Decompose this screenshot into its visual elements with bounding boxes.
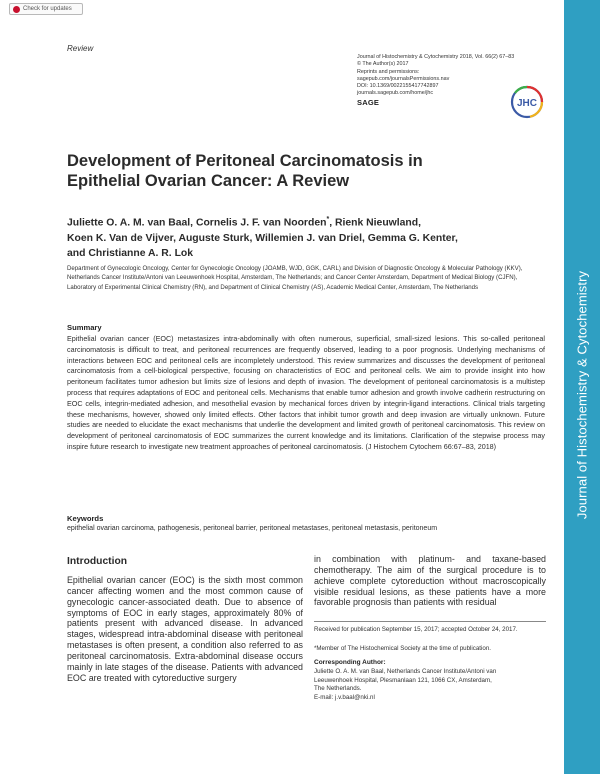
jhc-logo-text: JHC bbox=[516, 98, 538, 109]
corresponding-line-3: The Netherlands. bbox=[314, 685, 362, 693]
introduction-left-column: Epithelial ovarian cancer (EOC) is the sixth most common cancer affecting women and the most common cause of gynecologic cancer-associated death. Due to absence of symptoms of EOC in early stages, approximately 80% of patients present with advanced disease. In advanced stages, widespread intra-abdominal disease with peritoneal metastases is often present, a condition also referred to as peritoneal carcinomatosis. Extra-abdominal disease occurs mainly in late stages of the disease. Patients with advanced EOC are treated with cytoreductive surgery bbox=[67, 575, 303, 683]
sage-logo: SAGE bbox=[357, 97, 380, 107]
journal-homepage-link[interactable]: journals.sagepub.com/home/jhc bbox=[357, 90, 434, 97]
check-for-updates-badge[interactable] bbox=[9, 3, 83, 15]
reprints-label: Reprints and permissions: bbox=[357, 68, 420, 75]
corresponding-line-2: Leeuwenhoek Hospital, Plesmanlaan 121, 1066 CX, Amsterdam, bbox=[314, 676, 492, 684]
permissions-link[interactable]: sagepub.com/journalsPermissions.nav bbox=[357, 75, 450, 82]
authors-line-1: Juliette O. A. M. van Baal, Cornelis J. F. van Noorden bbox=[67, 217, 327, 229]
sidebar-journal-name: Journal of Histochemistry & Cytochemistry bbox=[574, 270, 590, 520]
author-list bbox=[67, 212, 507, 262]
article-title: Development of Peritoneal Carcinomatosis in Epithelial Ovarian Cancer: A Review bbox=[67, 152, 423, 190]
introduction-heading: Introduction bbox=[67, 556, 128, 567]
member-note: *Member of The Histochemical Society at the time of publication. bbox=[314, 645, 491, 652]
keywords-text: epithelial ovarian carcinoma, pathogenesis, peritoneal barrier, peritoneal metastases, peritoneal metastasis, peritoneum bbox=[67, 525, 438, 532]
received-dates: Received for publication September 15, 2017; accepted October 24, 2017. bbox=[314, 626, 518, 633]
copyright: © The Author(s) 2017 bbox=[357, 61, 409, 68]
affiliations: Department of Gynecologic Oncology, Center for Gynecologic Oncology (JOAMB, WJD, GGK, CARL) and Division of Diagnostic Oncology & Molecular Pathology (KKV), Netherlands Cancer Institute/Antoni van Leeuwenhoek Hospital, Amsterdam, The Netherlands; and Cancer Center Amsterdam, Department of Medical Biology (CJFN), Laboratory of Experimental Clinical Chemistry (RN), and Department of Clinical Chemistry (AS), Academic Medical Center, Amsterdam, The Netherlands bbox=[67, 265, 523, 291]
doi[interactable]: DOI: 10.1369/0022155417742897 bbox=[357, 83, 439, 90]
authors-line-3: and Christianne A. R. Lok bbox=[67, 248, 194, 260]
authors-line-1-end: , Rienk Nieuwland, bbox=[329, 217, 421, 229]
corresponding-line-1: Juliette O. A. M. van Baal, Netherlands Cancer Institute/Antoni van bbox=[314, 668, 497, 675]
corresponding-author-heading: Corresponding Author: bbox=[314, 659, 386, 666]
journal-citation: Journal of Histochemistry & Cytochemistry 2018, Vol. 66(2) 67–83 bbox=[357, 54, 515, 60]
check-updates-icon bbox=[13, 6, 20, 13]
keywords-heading: Keywords bbox=[67, 514, 104, 523]
authors-line-2: Koen K. Van de Vijver, Auguste Sturk, Willemien J. van Driel, Gemma G. Kenter, bbox=[67, 232, 458, 244]
introduction-right-column: in combination with platinum- and taxane-based chemotherapy. The aim of the surgical procedure is to achieve complete cytoreduction without macroscopically visible residual lesions, as these patients have a more favorable prognosis than patients with residual bbox=[314, 554, 546, 608]
jhc-logo bbox=[510, 85, 544, 119]
check-updates-label: Check for updates bbox=[23, 6, 72, 12]
corresponding-author-details bbox=[314, 668, 546, 702]
summary-heading: Summary bbox=[67, 323, 102, 332]
footnote-divider bbox=[314, 621, 546, 622]
author-footnote-mark: * bbox=[326, 216, 330, 223]
journal-info bbox=[357, 54, 517, 106]
corresponding-email[interactable]: E-mail: j.v.baal@nki.nl bbox=[314, 693, 375, 701]
article-type: Review bbox=[67, 44, 94, 53]
journal-sidebar bbox=[564, 0, 600, 774]
summary-text: Epithelial ovarian cancer (EOC) metastasizes intra-abdominally with often numerous, superficial, small-sized lesions. This so-called peritoneal carcinomatosis is difficult to treat, and peritoneal recurrences are frequently observed, leading to a poor prognosis. Underlying mechanisms of interactions between EOC and peritoneal cells are incompletely understood. This review summarizes and discusses the development of peritoneal carcinomatosis from a cell-biological perspective, focusing on characteristics of EOC and peritoneal cells. We aim to provide insight into how peritoneum facilitates tumor adhesion but limits size of lesions and depth of invasion. The development of peritoneal carcinomatosis is a multistep process that requires adaptations of EOC and peritoneal cells. Mechanisms that enable tumor adhesion and growth involve cadherin restructuring on EOC cells, integrin-mediated adhesion, and mesothelial evasion by mechanical forces driven by integrin-ligand interactions. Clinical trials targeting these mechanisms, however, showed only limited effects. Other factors that inhibit tumor growth and deep invasion are virtually unknown. Future studies are needed to elucidate the exact mechanisms that underlie the development and limited growth of peritoneal carcinomatosis. This review on development of peritoneal carcinomatosis of EOC summarizes the current knowledge and its limitations. Clarification of the stepwise process may inspire future research to investigate new treatment approaches of peritoneal carcinomatosis. (J Histochem Cytochem 66:67–83, 2018) bbox=[67, 334, 545, 451]
